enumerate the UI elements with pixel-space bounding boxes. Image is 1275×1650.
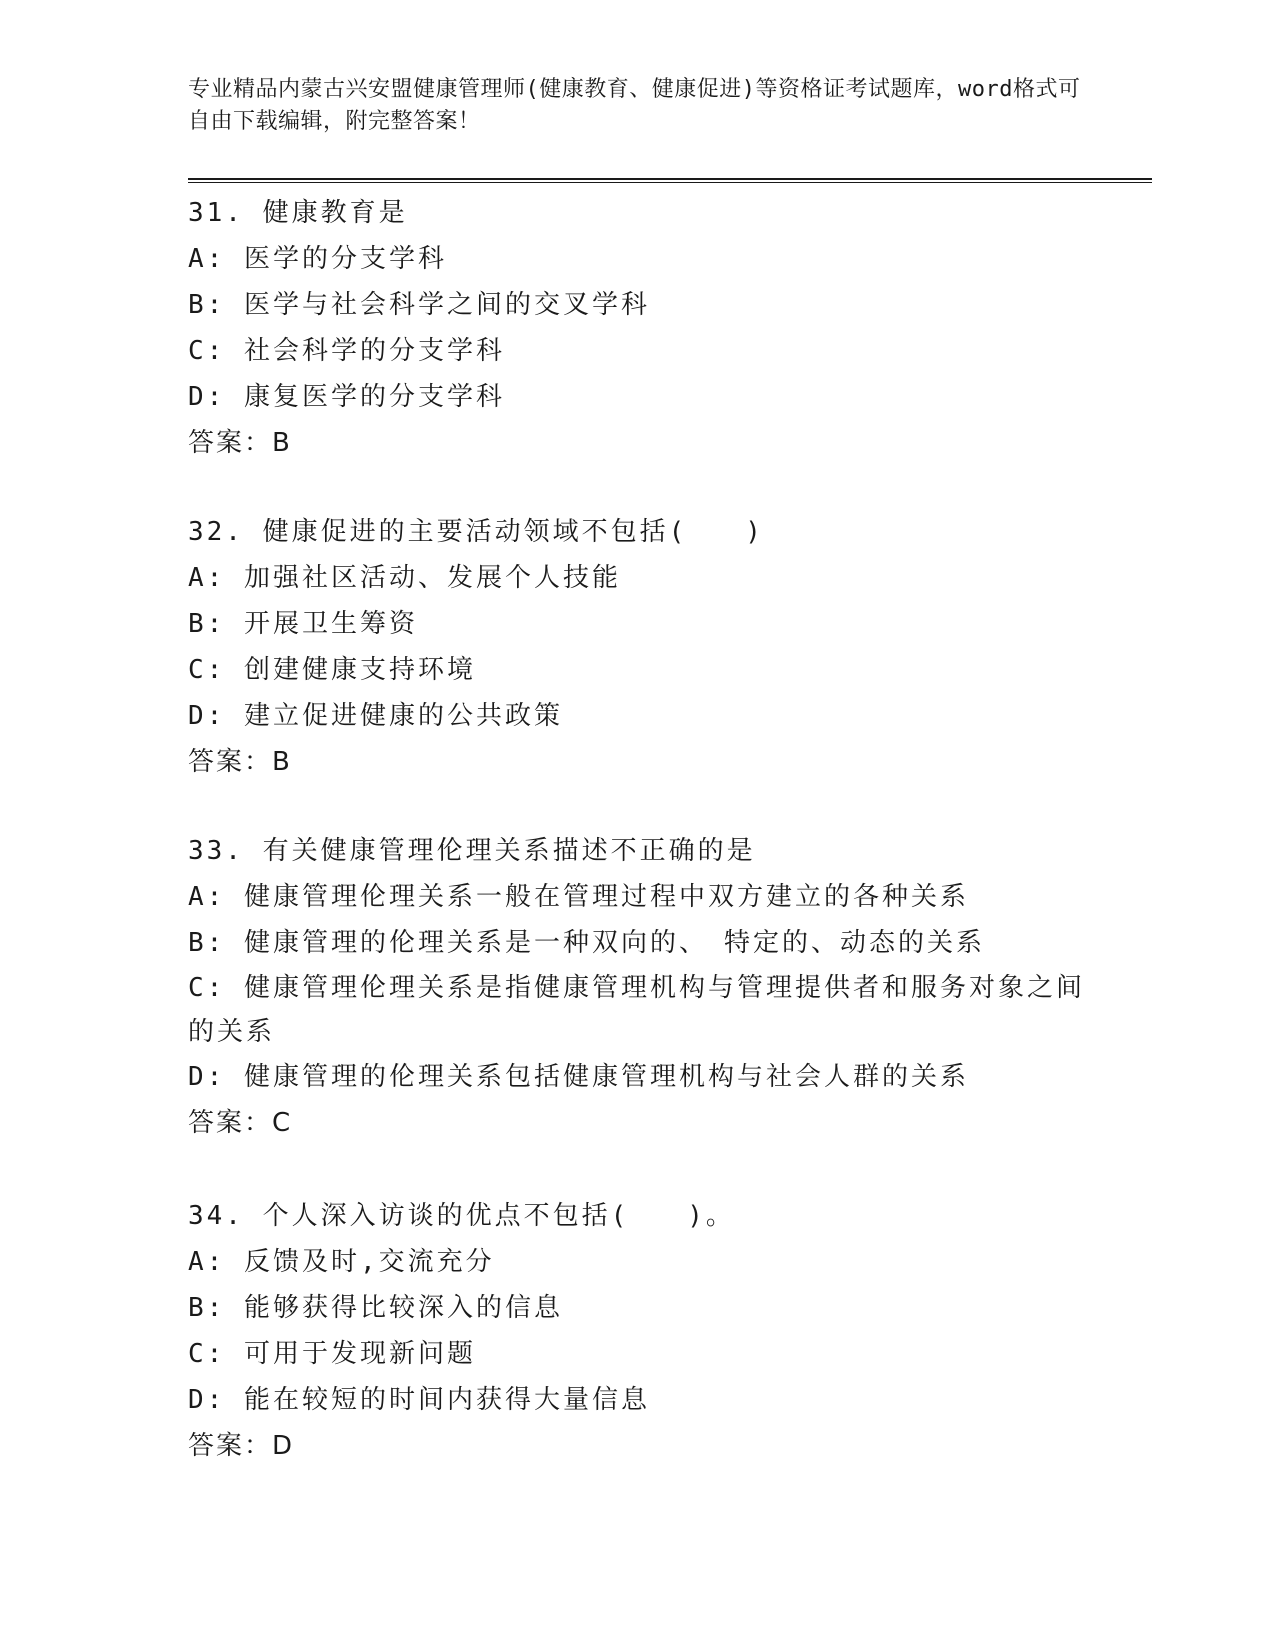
answer-label: 答案：B bbox=[188, 428, 292, 458]
answer-label: 答案：B bbox=[188, 747, 292, 777]
answer-label: 答案：C bbox=[188, 1108, 293, 1138]
option-b: B: 能够获得比较深入的信息 bbox=[188, 1293, 563, 1323]
document-header: 专业精品内蒙古兴安盟健康管理师(健康教育、健康促进)等资格证考试题库，word格式可自由下载编辑，附完整答案！ bbox=[188, 77, 1081, 134]
question-stem: 33. 有关健康管理伦理关系描述不正确的是 bbox=[188, 836, 756, 866]
header-divider bbox=[188, 178, 1152, 183]
option-a: A: 健康管理伦理关系一般在管理过程中双方建立的各种关系 bbox=[188, 882, 969, 912]
question-stem: 31. 健康教育是 bbox=[188, 198, 408, 228]
option-d: D: 能在较短的时间内获得大量信息 bbox=[188, 1385, 650, 1415]
question-stem: 34. 个人深入访谈的优点不包括( )。 bbox=[188, 1201, 735, 1231]
option-d: D: 健康管理的伦理关系包括健康管理机构与社会人群的关系 bbox=[188, 1062, 969, 1092]
option-b: B: 开展卫生筹资 bbox=[188, 609, 418, 639]
option-d: D: 建立促进健康的公共政策 bbox=[188, 701, 563, 731]
option-c: C: 健康管理伦理关系是指健康管理机构与管理提供者和服务对象之间的关系 bbox=[188, 973, 1085, 1047]
question-34 bbox=[188, 1193, 735, 1469]
option-b: B: 医学与社会科学之间的交叉学科 bbox=[188, 290, 650, 320]
option-b: B: 健康管理的伦理关系是一种双向的、 特定的、动态的关系 bbox=[188, 928, 985, 958]
option-d: D: 康复医学的分支学科 bbox=[188, 382, 505, 412]
option-a: A: 医学的分支学科 bbox=[188, 244, 447, 274]
option-c: C: 创建健康支持环境 bbox=[188, 655, 476, 685]
option-a: A: 反馈及时,交流充分 bbox=[188, 1247, 495, 1277]
question-stem: 32. 健康促进的主要活动领域不包括( ) bbox=[188, 517, 764, 547]
option-a: A: 加强社区活动、发展个人技能 bbox=[188, 563, 621, 593]
question-32 bbox=[188, 509, 764, 785]
answer-label: 答案：D bbox=[188, 1431, 295, 1461]
option-c: C: 社会科学的分支学科 bbox=[188, 336, 505, 366]
question-33 bbox=[188, 828, 1088, 1146]
option-c: C: 可用于发现新问题 bbox=[188, 1339, 476, 1369]
question-31 bbox=[188, 190, 650, 466]
